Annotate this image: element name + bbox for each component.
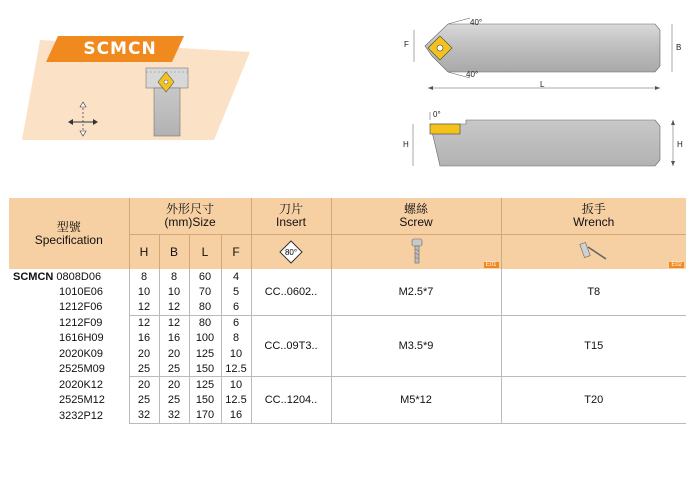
header-size-en: (mm)Size — [164, 215, 216, 229]
dim-h-right-label: H — [677, 140, 683, 149]
wrench-icon-cell — [501, 235, 686, 270]
header-wrench-cn: 扳手 — [581, 202, 606, 216]
cell-l: 150 — [189, 393, 221, 408]
model-code: 2525M12 — [59, 394, 105, 407]
header-insert-en: Insert — [275, 215, 306, 229]
cell-l: 125 — [189, 346, 221, 361]
cell-b: 20 — [159, 377, 189, 393]
cell-f: 5 — [221, 284, 251, 299]
model-cell — [9, 315, 129, 331]
header-insert-cn: 刀片 — [278, 202, 303, 216]
header-size-cn: 外形尺寸 — [165, 202, 214, 216]
model-cell — [9, 393, 129, 408]
header-col-l: L — [189, 235, 221, 270]
header-col-b: B — [159, 235, 189, 270]
header-model — [9, 198, 129, 269]
header-screw — [331, 198, 501, 235]
cell-b: 25 — [159, 393, 189, 408]
header-row-top — [9, 198, 686, 235]
model-cell — [9, 331, 129, 346]
product-title: SCMCN — [83, 39, 157, 59]
wrench-code-badge: E02 — [671, 262, 682, 268]
header-screw-cn: 螺絲 — [403, 202, 428, 216]
cell-b: 10 — [159, 284, 189, 299]
table-row — [9, 269, 686, 284]
screw-icon-cell — [331, 235, 501, 270]
cell-h: 25 — [129, 361, 159, 377]
screw-cell: M3.5*9 — [331, 315, 501, 377]
cell-b: 16 — [159, 331, 189, 346]
cell-l: 100 — [189, 331, 221, 346]
cell-f: 8 — [221, 331, 251, 346]
model-code: 0808D06 — [56, 270, 102, 283]
screw-cell: M5*12 — [331, 377, 501, 424]
header-model-cn: 型號 — [56, 219, 81, 234]
angle-top-label: 40° — [470, 18, 483, 27]
cell-f: 10 — [221, 377, 251, 393]
cell-h: 20 — [129, 377, 159, 393]
model-code: 1616H09 — [59, 332, 104, 345]
model-code: 3232P12 — [59, 409, 104, 422]
cell-h: 8 — [129, 269, 159, 284]
cell-h: 16 — [129, 331, 159, 346]
dim-h-left-label: H — [403, 140, 409, 149]
screw-code-badge: E01 — [485, 262, 497, 268]
svg-text:80°: 80° — [284, 248, 298, 257]
model-code: 1212F06 — [59, 301, 103, 314]
model-cell — [9, 377, 129, 393]
cell-f: 16 — [221, 408, 251, 424]
cell-l: 80 — [189, 299, 221, 315]
cell-f: 12.5 — [221, 393, 251, 408]
cell-l: 150 — [189, 361, 221, 377]
insert-icon-cell — [251, 235, 331, 270]
drawing-area — [0, 0, 700, 190]
model-cell — [9, 361, 129, 377]
model-code: 2020K09 — [59, 347, 104, 360]
wrench-cell: T15 — [501, 315, 686, 377]
cell-b: 12 — [159, 299, 189, 315]
cell-b: 32 — [159, 408, 189, 424]
cell-h: 20 — [129, 346, 159, 361]
dim-l-label: L — [540, 80, 545, 89]
cell-b: 20 — [159, 346, 189, 361]
header-model-en: Specification — [34, 232, 103, 247]
cell-b: 12 — [159, 315, 189, 331]
cell-h: 12 — [129, 299, 159, 315]
insert-cell: CC..0602.. — [251, 269, 331, 315]
cell-h: 25 — [129, 393, 159, 408]
insert-icon — [274, 239, 308, 265]
table-row — [9, 377, 686, 393]
model-cell — [9, 269, 129, 284]
dim-b-label: B — [676, 43, 682, 52]
side-view-drawing — [413, 112, 675, 166]
wrench-cell: T20 — [501, 377, 686, 424]
header-col-f: F — [221, 235, 251, 270]
cell-b: 8 — [159, 269, 189, 284]
model-cell — [9, 346, 129, 361]
model-prefix: SCMCN — [13, 270, 54, 283]
cell-l: 60 — [189, 269, 221, 284]
cell-h: 32 — [129, 408, 159, 424]
wrench-cell: T8 — [501, 269, 686, 315]
model-cell — [9, 284, 129, 299]
model-code: 1212F09 — [59, 316, 103, 329]
cell-f: 4 — [221, 269, 251, 284]
screw-icon — [401, 237, 431, 267]
model-cell — [9, 408, 129, 424]
angle-bottom-label: 40° — [466, 70, 479, 79]
table-row — [9, 315, 686, 331]
header-wrench-en: Wrench — [573, 215, 615, 229]
cell-f: 6 — [221, 315, 251, 331]
cell-f: 6 — [221, 299, 251, 315]
insert-cell: CC..09T3.. — [251, 315, 331, 377]
model-code: 2020K12 — [59, 378, 104, 391]
wrench-icon — [574, 237, 614, 267]
cell-f: 12.5 — [221, 361, 251, 377]
model-code: 1010E06 — [59, 285, 104, 298]
cell-h: 12 — [129, 315, 159, 331]
insert-cell: CC..1204.. — [251, 377, 331, 424]
cell-f: 10 — [221, 346, 251, 361]
screw-cell: M2.5*7 — [331, 269, 501, 315]
angle-side-label: 0° — [433, 110, 441, 119]
specification-table — [9, 198, 686, 424]
cell-l: 80 — [189, 315, 221, 331]
header-size — [129, 198, 251, 235]
header-insert — [251, 198, 331, 235]
header-wrench — [501, 198, 686, 235]
cell-b: 25 — [159, 361, 189, 377]
cell-l: 70 — [189, 284, 221, 299]
cell-h: 10 — [129, 284, 159, 299]
header-screw-en: Screw — [399, 215, 433, 229]
header-col-h: H — [129, 235, 159, 270]
model-code: 2525M09 — [59, 362, 105, 375]
cell-l: 125 — [189, 377, 221, 393]
cell-l: 170 — [189, 408, 221, 424]
dim-f-label: F — [404, 40, 409, 49]
model-cell — [9, 299, 129, 315]
